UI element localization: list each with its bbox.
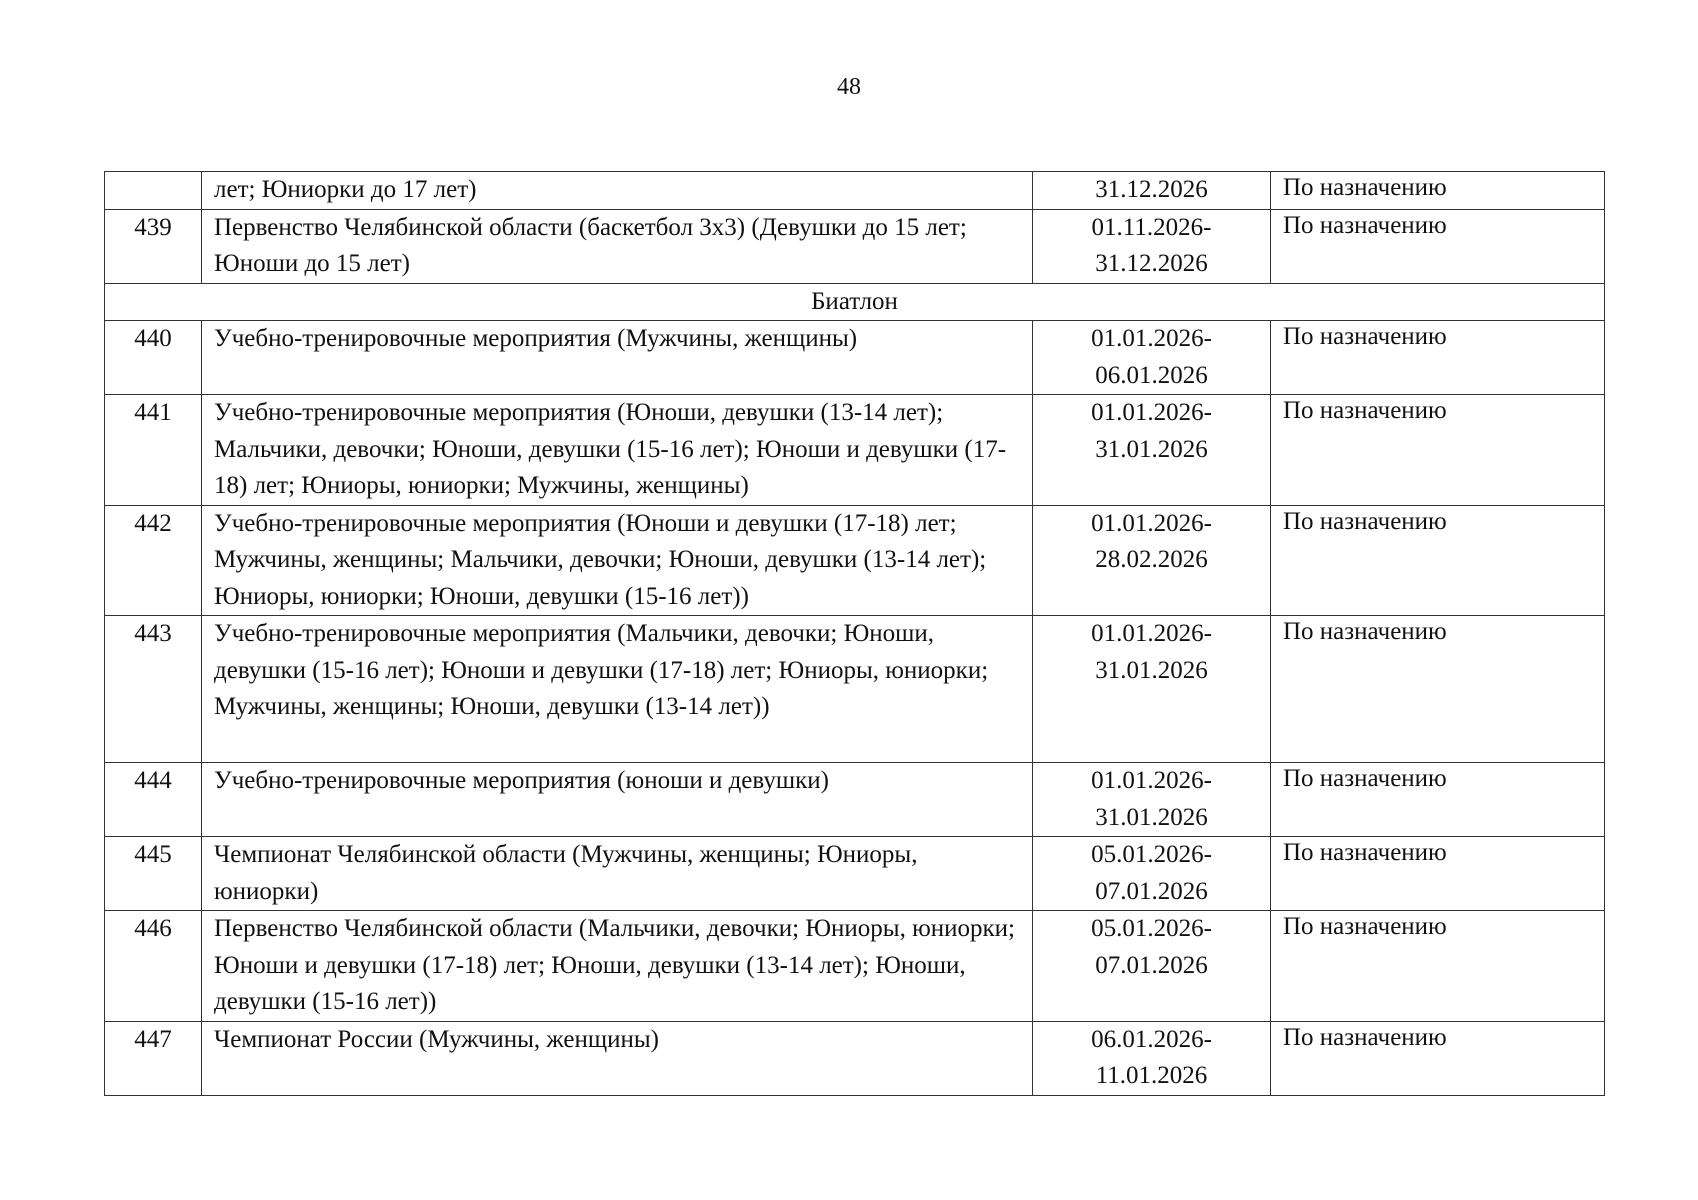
table-row xyxy=(105,209,1605,283)
event-name: Учебно-тренировочные мероприятия (Юноши, девушки (13-14 лет); Мальчики, девочки; Юноши, девушки (15-16 лет); Юноши и девушки (17-18) лет; Юниоры, юниорки; Мужчины, женщины) xyxy=(202,395,1033,506)
event-place: По назначению xyxy=(1271,209,1605,283)
event-dates: 01.01.2026- 06.01.2026 xyxy=(1033,321,1271,395)
event-place: По назначению xyxy=(1271,395,1605,506)
event-place: По назначению xyxy=(1271,763,1605,837)
event-dates: 01.01.2026- 31.01.2026 xyxy=(1033,763,1271,837)
event-name: Учебно-тренировочные мероприятия (юноши и девушки) xyxy=(202,763,1033,837)
event-number: 443 xyxy=(105,616,202,763)
events-table xyxy=(104,171,1605,1096)
event-name: Учебно-тренировочные мероприятия (Мальчики, девочки; Юноши, девушки (15-16 лет); Юноши и девушки (17-18) лет; Юниоры, юниорки; Мужчины, женщины; Юноши, девушки (13-14 лет)) xyxy=(202,616,1033,763)
event-place: По назначению xyxy=(1271,1021,1605,1095)
event-number: 439 xyxy=(105,209,202,283)
table-row xyxy=(105,837,1605,911)
event-dates: 01.11.2026- 31.12.2026 xyxy=(1033,209,1271,283)
event-dates: 05.01.2026- 07.01.2026 xyxy=(1033,911,1271,1022)
table-row xyxy=(105,911,1605,1022)
event-number: 444 xyxy=(105,763,202,837)
table-row xyxy=(105,1021,1605,1095)
event-number: 447 xyxy=(105,1021,202,1095)
event-number: 446 xyxy=(105,911,202,1022)
event-number: 442 xyxy=(105,505,202,616)
event-name: Первенство Челябинской области (Мальчики, девочки; Юниоры, юниорки; Юноши и девушки (17-18) лет; Юноши, девушки (13-14 лет); Юноши, девушки (15-16 лет)) xyxy=(202,911,1033,1022)
event-dates: 06.01.2026- 11.01.2026 xyxy=(1033,1021,1271,1095)
event-place: По назначению xyxy=(1271,837,1605,911)
event-number: 441 xyxy=(105,395,202,506)
table-row xyxy=(105,321,1605,395)
event-place: По назначению xyxy=(1271,172,1605,210)
event-name: Первенство Челябинской области (баскетбол 3х3) (Девушки до 15 лет; Юноши до 15 лет) xyxy=(202,209,1033,283)
event-dates: 01.01.2026- 28.02.2026 xyxy=(1033,505,1271,616)
table-row xyxy=(105,172,1605,210)
event-name: Чемпионат России (Мужчины, женщины) xyxy=(202,1021,1033,1095)
event-dates: 31.12.2026 xyxy=(1033,172,1271,210)
event-name: Учебно-тренировочные мероприятия (Юноши и девушки (17-18) лет; Мужчины, женщины; Мальчики, девочки; Юноши, девушки (13-14 лет); Юниоры, юниорки; Юноши, девушки (15-16 лет)) xyxy=(202,505,1033,616)
event-number: 440 xyxy=(105,321,202,395)
table-row xyxy=(105,763,1605,837)
page-number: 48 xyxy=(837,74,861,100)
event-place: По назначению xyxy=(1271,321,1605,395)
event-dates: 05.01.2026- 07.01.2026 xyxy=(1033,837,1271,911)
event-number: 445 xyxy=(105,837,202,911)
event-number xyxy=(105,172,202,210)
event-place: По назначению xyxy=(1271,616,1605,763)
section-row xyxy=(105,283,1605,321)
table-row xyxy=(105,395,1605,506)
event-place: По назначению xyxy=(1271,505,1605,616)
event-dates: 01.01.2026- 31.01.2026 xyxy=(1033,616,1271,763)
event-name: лет; Юниорки до 17 лет) xyxy=(202,172,1033,210)
event-place: По назначению xyxy=(1271,911,1605,1022)
table-row xyxy=(105,616,1605,763)
event-name: Учебно-тренировочные мероприятия (Мужчины, женщины) xyxy=(202,321,1033,395)
event-name: Чемпионат Челябинской области (Мужчины, женщины; Юниоры, юниорки) xyxy=(202,837,1033,911)
section-title: Биатлон xyxy=(105,283,1605,321)
table-row xyxy=(105,505,1605,616)
event-dates: 01.01.2026- 31.01.2026 xyxy=(1033,395,1271,506)
